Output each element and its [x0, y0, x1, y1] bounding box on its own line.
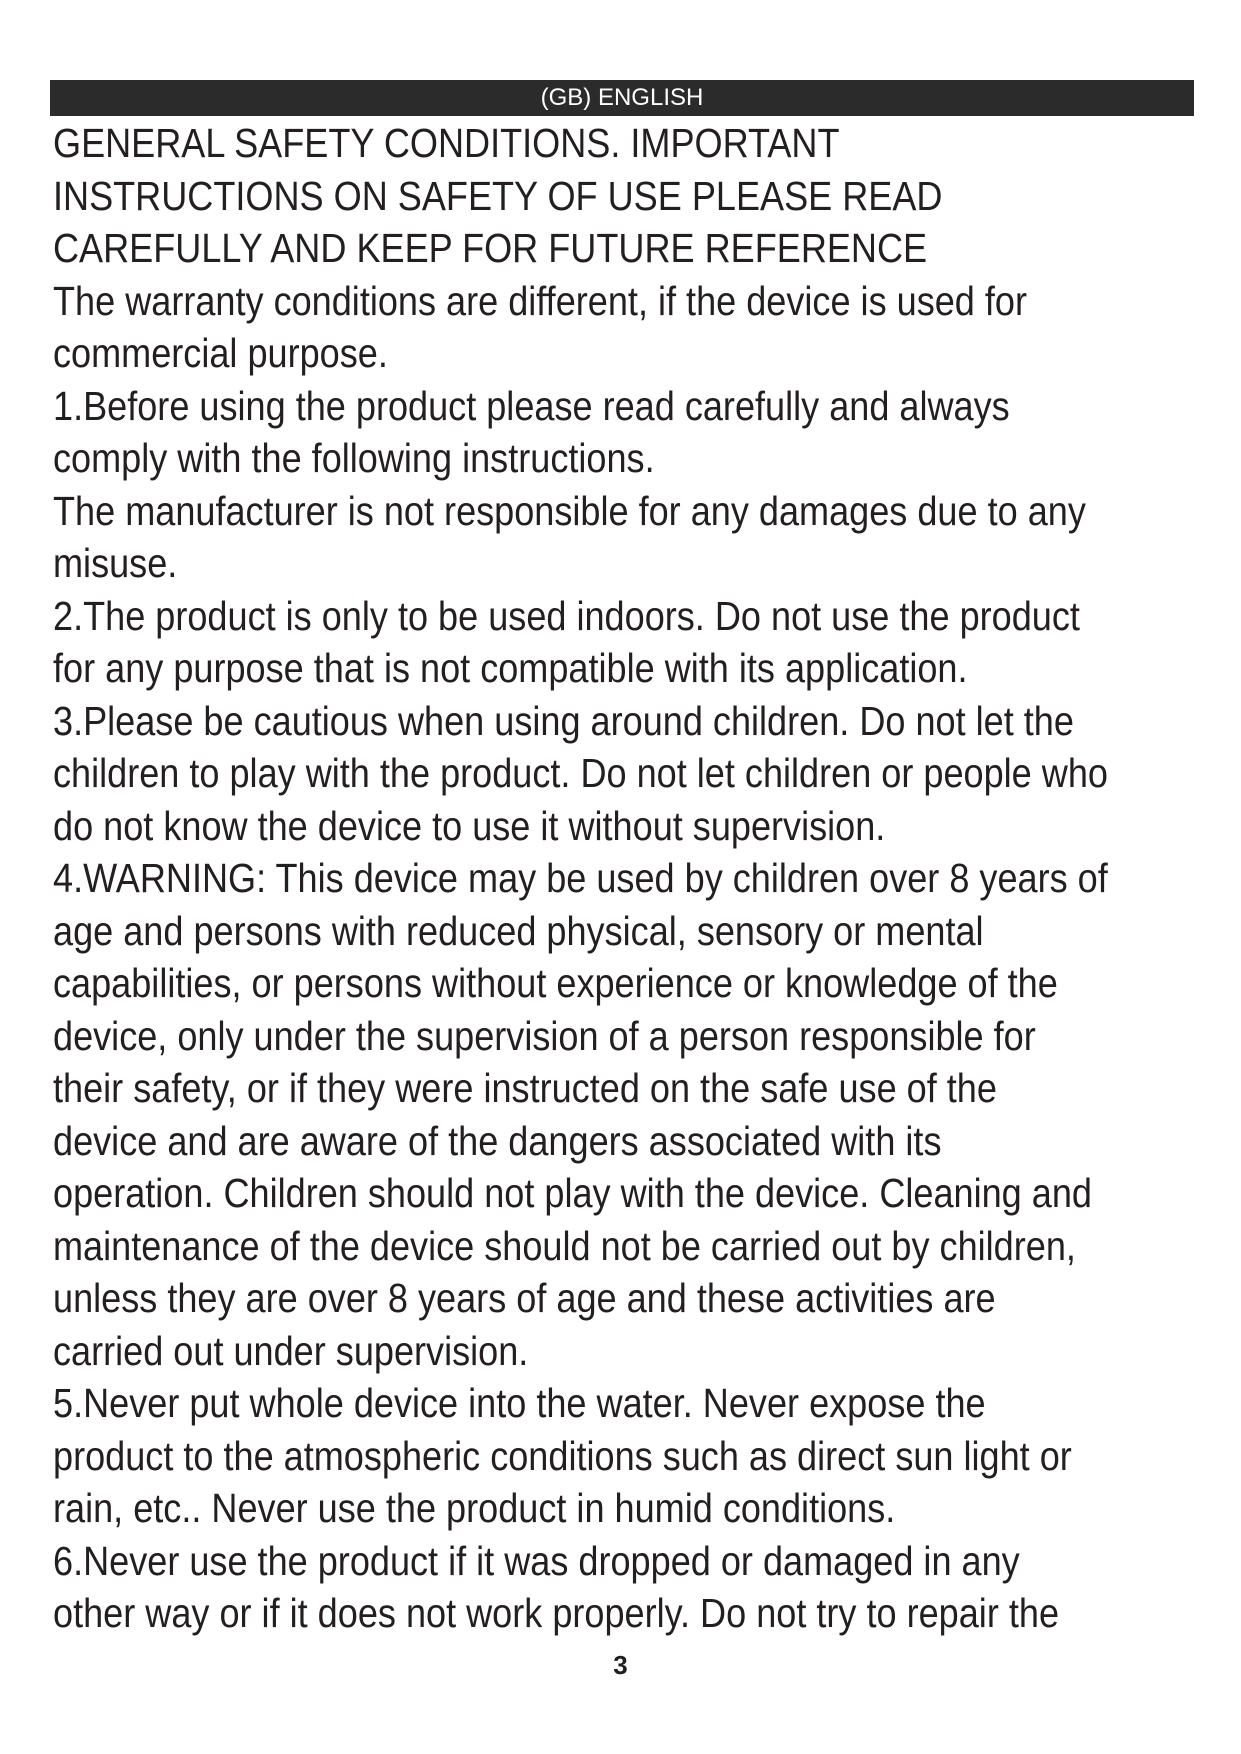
language-label: (GB) ENGLISH	[540, 84, 704, 111]
text-line: carried out under supervision.	[53, 1327, 529, 1374]
text-line: age and persons with reduced physical, sensory or mental	[53, 907, 984, 954]
title-line-1: GENERAL SAFETY CONDITIONS. IMPORTANT	[53, 120, 840, 166]
text-line: other way or if it does not work properly. Do not try to repair the	[53, 1590, 1060, 1636]
page-number: 3	[613, 1650, 628, 1680]
text-line: maintenance of the device should not be carried out by children,	[53, 1222, 1076, 1269]
text-line: operation. Children should not play with the device. Cleaning and	[53, 1170, 1092, 1216]
text-line: rain, etc.. Never use the product in humid conditions.	[53, 1485, 896, 1531]
title-line-2: INSTRUCTIONS ON SAFETY OF USE PLEASE READ	[53, 172, 943, 219]
text-line: children to play with the product. Do not let children or people who	[53, 750, 1108, 796]
text-line: 2.The product is only to be used indoors. Do not use the product	[53, 592, 1080, 639]
text-line: 4.WARNING: This device may be used by children over 8 years of	[53, 855, 1108, 901]
text-line: commercial purpose.	[53, 330, 388, 376]
text-line: device, only under the supervision of a person responsible for	[53, 1012, 1036, 1059]
text-line: The warranty conditions are different, if the device is used for	[53, 277, 1028, 324]
title-line-3: CAREFULLY AND KEEP FOR FUTURE REFERENCE	[53, 225, 928, 271]
text-line: device and are aware of the dangers associated with its	[53, 1117, 942, 1164]
text-line: product to the atmospheric conditions such as direct sun light or	[53, 1432, 1072, 1479]
safety-instructions-text	[53, 117, 1206, 1640]
text-line: misuse.	[53, 540, 178, 586]
text-line: their safety, or if they were instructed on the safe use of the	[53, 1065, 997, 1111]
text-line: unless they are over 8 years of age and these activities are	[53, 1275, 996, 1321]
text-line: do not know the device to use it without supervision.	[53, 802, 886, 849]
text-line: 1.Before using the product please read carefully and always	[53, 382, 1010, 429]
text-line: The manufacturer is not responsible for any damages due to any	[53, 487, 1086, 534]
text-line: comply with the following instructions.	[53, 435, 655, 481]
text-line: for any purpose that is not compatible with its application.	[53, 645, 968, 691]
text-line: capabilities, or persons without experience or knowledge of the	[53, 960, 1058, 1006]
text-line: 6.Never use the product if it was dropped or damaged in any	[53, 1537, 1020, 1584]
language-header-bar	[50, 80, 1194, 116]
text-line: 5.Never put whole device into the water. Never expose the	[53, 1380, 986, 1426]
text-line: 3.Please be cautious when using around children. Do not let the	[53, 697, 1074, 744]
